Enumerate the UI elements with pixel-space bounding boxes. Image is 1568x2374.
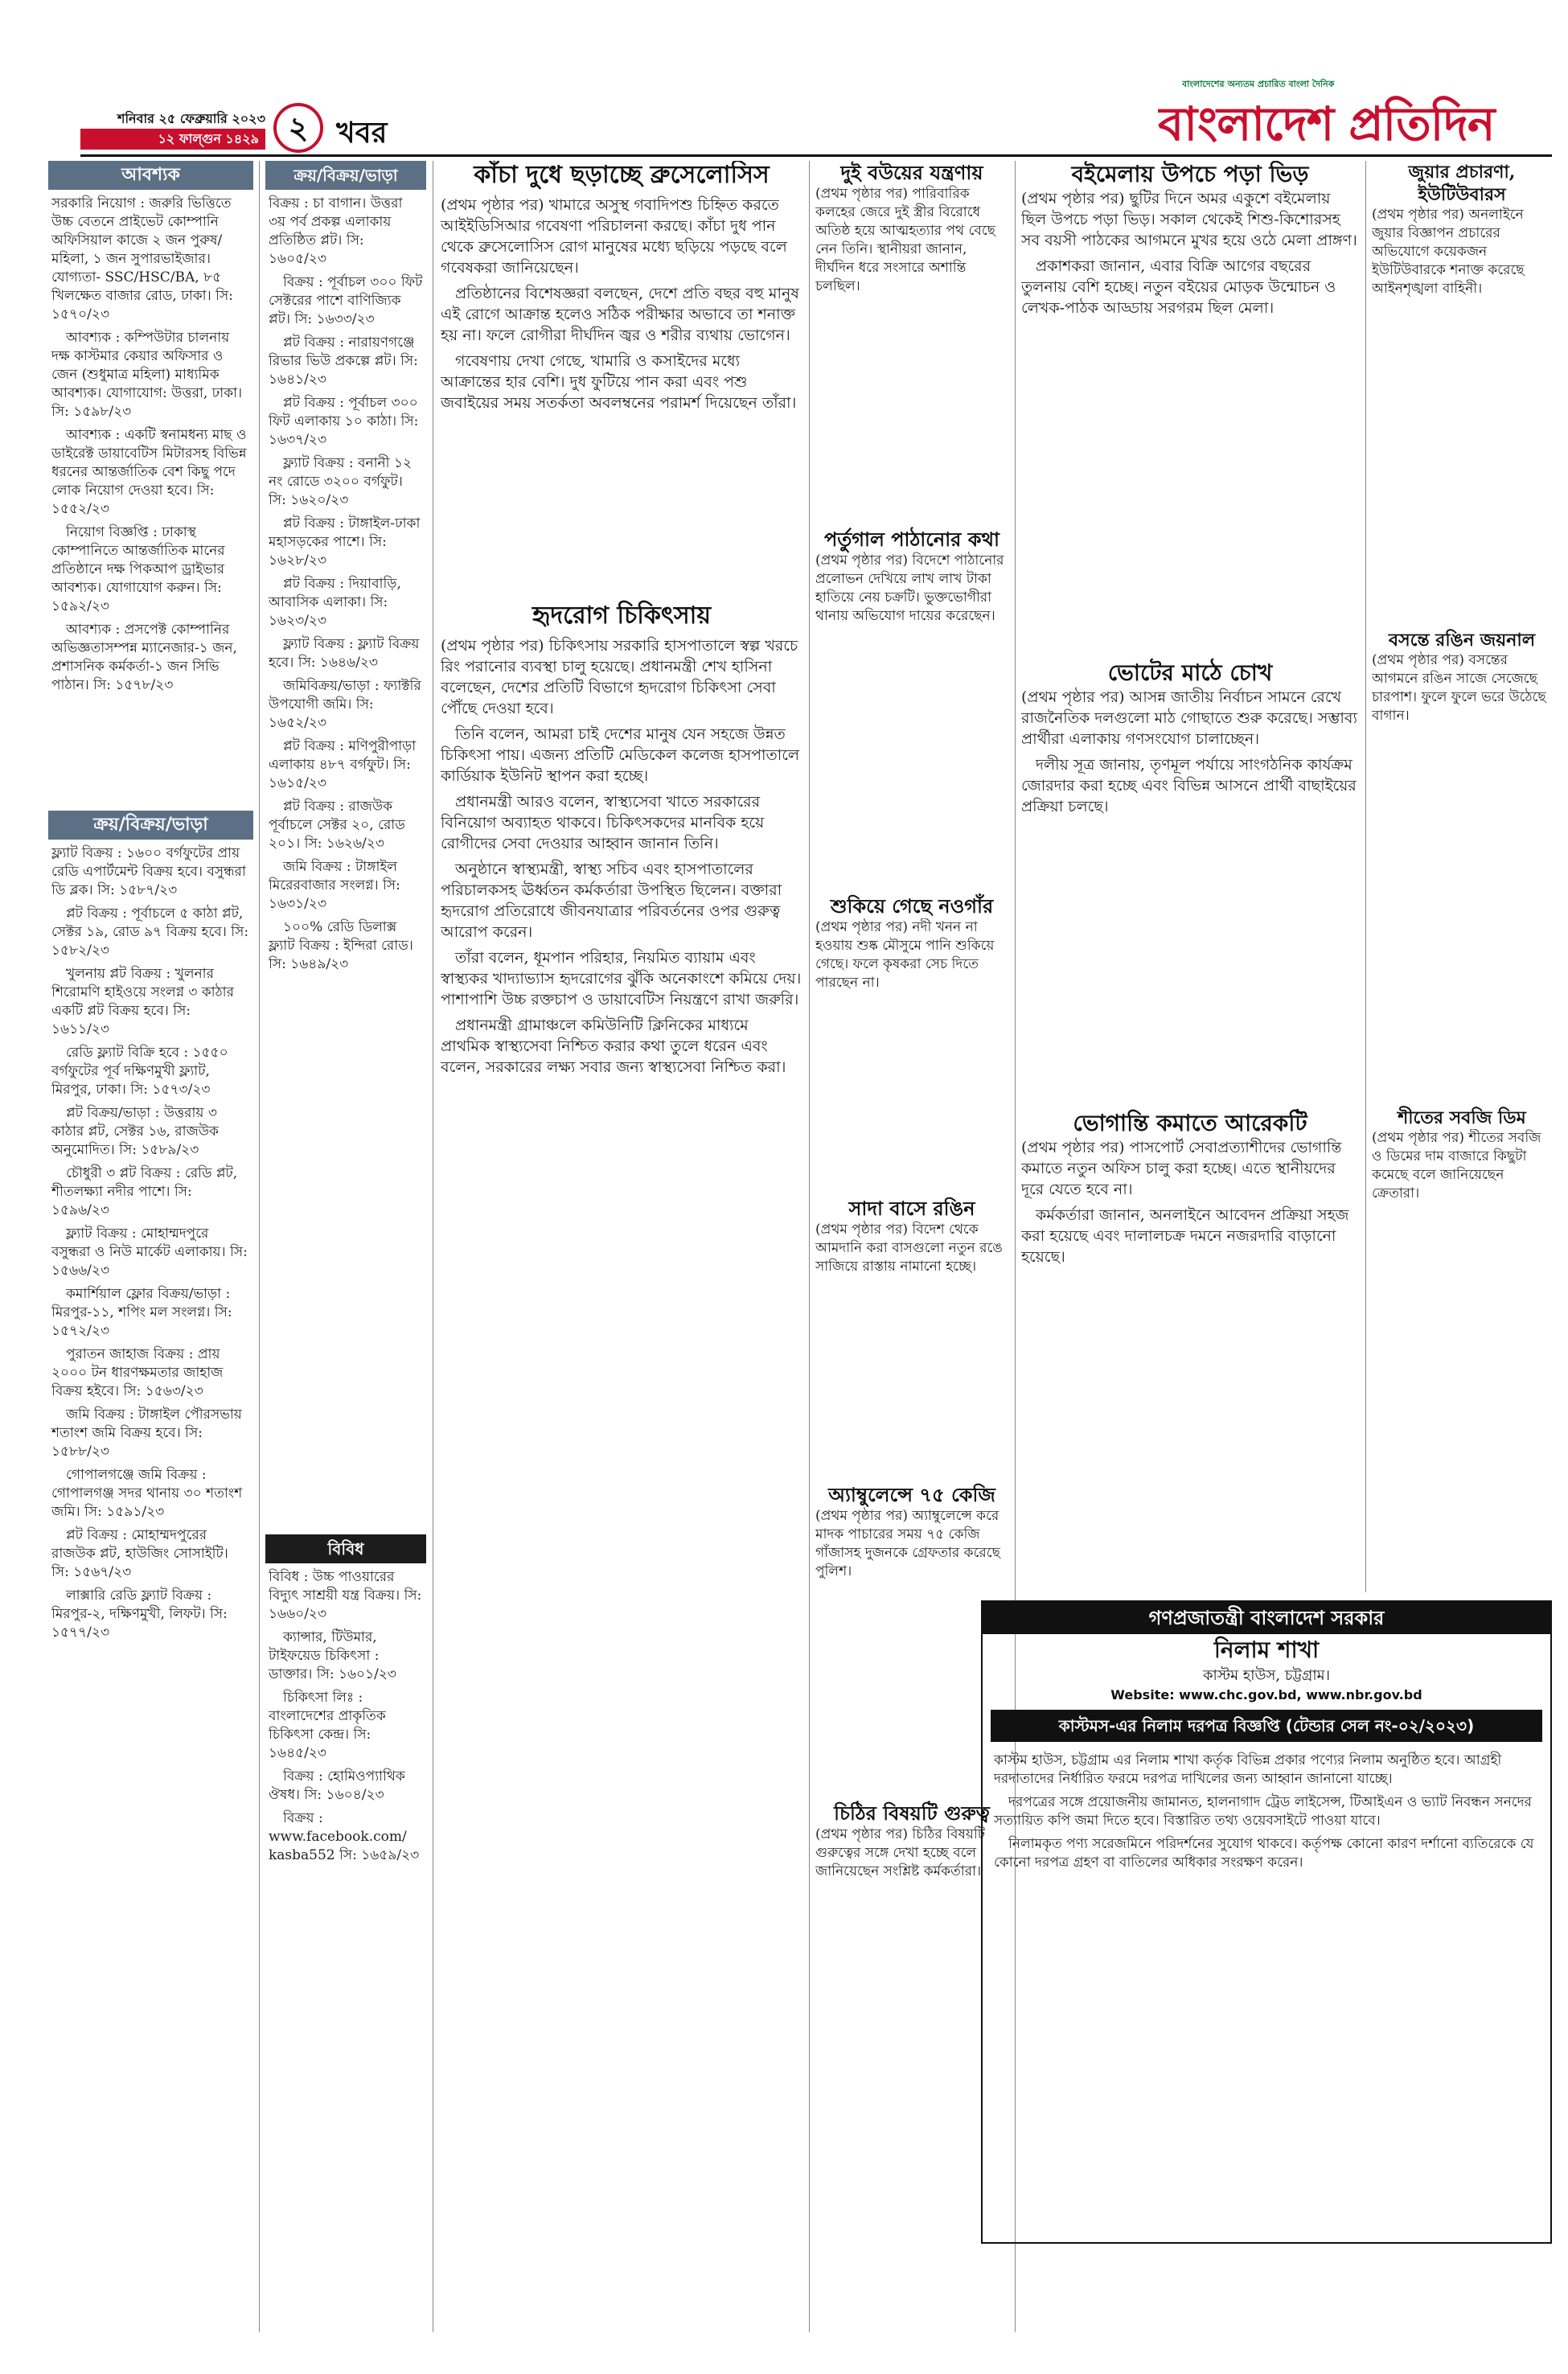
classifieds-left-column [48, 161, 253, 2332]
govt-notice [981, 1600, 1552, 2244]
column-rule [259, 161, 260, 2332]
article-headline: শুকিয়ে গেছে নওগাঁর [830, 894, 994, 918]
article-headline: বইমেলায় উপচে পড়া ভিড় [1071, 161, 1309, 187]
notice-title: নিলাম শাখা [1213, 1637, 1320, 1663]
column-rule [809, 161, 810, 2332]
article-headline: শীতের সবজি ডিম [1398, 1107, 1526, 1128]
article-body: (প্রথম পৃষ্ঠার পর) বিদেশে পাঠানোর প্রলোভন দেখিয়ে লাখ লাখ টাকা হাতিয়ে নেয় চক্রটি। ভুক্তভোগীরা থানায় অভিযোগ দায়ের করেছেন। [815, 552, 1004, 624]
article-headline: সাদা বাসে রঙিন [848, 1197, 975, 1220]
misc-listing: বিবিধ : উচ্চ পাওয়ারের বিদ্যুৎ সাশ্রয়ী যন্ত্র বিক্রয়। সি: ১৬৬০/২৩ ক্যান্সার, টিউমার, টাইফয়েড চিকিৎসা : ডাক্তার। সি: ১৬০১/২৩ চিকিৎসা লিঃ : বাংলাদেশের প্রাকৃতিক চিকিৎসা কেন্দ্র। সি: ১৬৪৫/২৩ বিক্রয় : হোমিওপ্যাথিক ঔষধ। সি: ১৬০৪/২৩ বিক্রয় : www.facebook.com/ kasba552 সি: ১৬৫৯/২৩ [269, 1569, 422, 1863]
article-headline: ভোটের মাঠে চোখ [1107, 659, 1273, 686]
notice-banner: কাস্টমস-এর নিলাম দরপত্র বিজ্ঞপ্তি (টেন্ডার সেল নং-০২/২০২৩) [991, 1710, 1542, 1742]
article-body: (প্রথম পৃষ্ঠার পর) চিকিৎসায় সরকারি হাসপাতালে স্বল্প খরচে রিং পরানোর ব্যবস্থা চালু হয়েছে। প্রধানমন্ত্রী শেখ হাসিনা বলেছেন, দেশের প্রতিটি বিভাগে হৃদরোগ চিকিৎসা সেবা পৌঁছে দেওয়া হবে। তিনি বলেন, আমরা চাই দেশের মানুষ যেন সহজে উন্নত চিকিৎসা পায়। এজন্য প্রতিটি মেডিকেল কলেজ হাসপাতালে কার্ডিয়াক ইউনিট স্থাপন করা হচ্ছে। প্রধানমন্ত্রী আরও বলেন, স্বাস্থ্যসেবা খাতে সরকারের বিনিয়োগ অব্যাহত থাকবে। চিকিৎসকদের মানবিক হয়ে রোগীদের সেবা দেওয়ার আহ্বান জানান তিনি। অনুষ্ঠানে স্বাস্থ্যমন্ত্রী, স্বাস্থ্য সচিব এবং হাসপাতালের পরিচালকসহ ঊর্ধ্বতন কর্মকর্তারা উপস্থিত ছিলেন। বক্তারা হৃদরোগ প্রতিরোধে জীবনযাত্রার পরিবর্তনের ওপর গুরুত্ব আরোপ করেন। তাঁরা বলেন, ধূমপান পরিহার, নিয়মিত ব্যায়াম এবং স্বাস্থ্যকর খাদ্যাভ্যাস হৃদরোগের ঝুঁকি অনেকাংশে কমিয়ে দেয়। পাশাপাশি উচ্চ রক্তচাপ ও ডায়াবেটিস নিয়ন্ত্রণে রাখা জরুরি। প্রধানমন্ত্রী গ্রামাঞ্চলে কমিউনিটি ক্লিনিকের মাধ্যমে প্রাথমিক স্বাস্থ্যসেবা নিশ্চিত করার কথা তুলে ধরেন এবং বলেন, সরকারের লক্ষ্য সবার জন্য স্বাস্থ্যসেবা নিশ্চিত করা। [441, 637, 802, 1076]
section-heading-jobs: আবশ্যক [48, 161, 253, 190]
article-headline: ভোগান্তি কমাতে আরেকটি [1073, 1110, 1307, 1136]
article-body: (প্রথম পৃষ্ঠার পর) ছুটির দিনে অমর একুশে বইমেলায় ছিল উপচে পড়া ভিড়। সকাল থেকেই শিশু-কিশোরসহ সব বয়সী পাঠকের আগমনে মুখর হয়ে ওঠে মেলা প্রাঙ্গণ। প্রকাশকরা জানান, এবার বিক্রি আগের বছরের তুলনায় বেশি হচ্ছে। নতুন বইয়ের মোড়ক উন্মোচন ও লেখক-পাঠক আড্ডায় সরগরম ছিল মেলা। [1021, 190, 1357, 317]
article-headline: পর্তুগাল পাঠানোর কথা [823, 528, 1000, 551]
article-body: (প্রথম পৃষ্ঠার পর) শীতের সবজি ও ডিমের দাম বাজারে কিছুটা কমেছে বলে জানিয়েছেন ক্রেতারা। [1372, 1130, 1541, 1201]
article-headline: জুয়ার প্রচারণা, ইউটিউবারস [1408, 162, 1516, 205]
article-headline: চিঠির বিষয়টি গুরুত্ব [834, 1801, 990, 1825]
date-line-bangla: ১২ ফাল্গুন ১৪২৯ [80, 129, 265, 150]
article-body: (প্রথম পৃষ্ঠার পর) পারিবারিক কলহের জেরে দুই স্ত্রীর বিরোধে অতিষ্ঠ হয়ে আত্মহত্যার পথ বেছে নেন তিনি। স্থানীয়রা জানান, দীর্ঘদিন ধরে সংসারে অশান্তি চলছিল। [815, 186, 995, 294]
article-body: (প্রথম পৃষ্ঠার পর) আসন্ন জাতীয় নির্বাচন সামনে রেখে রাজনৈতিক দলগুলো মাঠ গোছাতে শুরু করেছে। সম্ভাব্য প্রার্থীরা এলাকায় গণসংযোগ চালাচ্ছেন। দলীয় সূত্র জানায়, তৃণমূল পর্যায়ে সাংগঠনিক কার্যক্রম জোরদার করা হচ্ছে এবং বিভিন্ন আসনে প্রার্থী বাছাইয়ের প্রক্রিয়া চলছে। [1021, 688, 1358, 815]
article-headline: দুই বউয়ের যন্ত্রণায় [840, 161, 983, 184]
paper-tagline: বাংলাদেশের অন্যতম প্রচারিত বাংলা দৈনিক [1182, 79, 1335, 89]
masthead-rule [80, 154, 1552, 157]
date-line-gregorian: শনিবার ২৫ ফেব্রুয়ারি ২০২৩ [117, 111, 265, 126]
article-brucellosis [441, 161, 802, 2332]
column-rule [1365, 161, 1366, 1592]
notice-website: Website: www.chc.gov.bd, www.nbr.gov.bd [1110, 1687, 1422, 1702]
buy-sell-listing-middle: বিক্রয় : চা বাগান। উত্তরা ৩য় পর্ব প্রকল্প এলাকায় প্রতিষ্ঠিত প্লট। সি: ১৬০৫/২৩ বিক্রয় : পূর্বাচল ৩০০ ফিট সেক্টরের পাশে বাণিজ্যিক প্লট। সি: ১৬৩৩/২৩ প্লট বিক্রয় : নারায়ণগঞ্জে রিভার ভিউ প্রকল্পে প্লট। সি: ১৬৪১/২৩ প্লট বিক্রয় : পূর্বাচল ৩০০ ফিট এলাকায় ১০ কাঠা। সি: ১৬৩৭/২৩ ফ্ল্যাট বিক্রয় : বনানী ১২ নং রোডে ৩২০০ বর্গফুট। সি: ১৬২০/২৩ প্লট বিক্রয় : টাঙ্গাইল-ঢাকা মহাসড়কের পাশে। সি: ১৬২৮/২৩ প্লট বিক্রয় : দিয়াবাড়ি, আবাসিক এলাকা। সি: ১৬২৩/২৩ ফ্ল্যাট বিক্রয় : ফ্ল্যাট বিক্রয় হবে। সি: ১৬৪৬/২৩ জমিবিক্রয়/ভাড়া : ফ্যাক্টরি উপযোগী জমি। সি: ১৬৫২/২৩ প্লট বিক্রয় : মণিপুরীপাড়া এলাকায় ৪৮৭ বর্গফুট। সি: ১৬১৫/২৩ প্লট বিক্রয় : রাজউক পূর্বাচলে সেক্টর ২০, রোড ২০১। সি: ১৬২৬/২৩ জমি বিক্রয় : টাঙ্গাইল মিরেরবাজার সংলগ্ন। সি: ১৬৩১/২৩ ১০০% রেডি ডিলাক্স ফ্ল্যাট বিক্রয় : ইন্দিরা রোড। সি: ১৬৪৯/২৩ [269, 195, 423, 972]
notice-subtitle: কাস্টম হাউস, চট্টগ্রাম। [1202, 1667, 1331, 1684]
section-name: খবর [336, 117, 388, 150]
page-number: ২ [288, 109, 309, 146]
classifieds-middle-column [265, 161, 426, 2332]
article-headline: অ্যাম্বুলেন্সে ৭৫ কেজি [828, 1483, 995, 1506]
article-body: (প্রথম পৃষ্ঠার পর) খামারে অসুস্থ গবাদিপশু চিহ্নিত করতে আইইডিসিআর গবেষণা পরিচালনা করছে। কাঁচা দুধ পান থেকে ব্রুসেলোসিস রোগ মানুষের মধ্যে ছড়িয়ে পড়ছে বলে গবেষকরা জানিয়েছেন। প্রতিষ্ঠানের বিশেষজ্ঞরা বলছেন, দেশে প্রতি বছর বহু মানুষ এই রোগে আক্রান্ত হলেও সঠিক পরীক্ষার অভাবে তা শনাক্ত হয় না। ফলে রোগীরা দীর্ঘদিন জ্বর ও শরীর ব্যথায় ভোগেন। গবেষণায় দেখা গেছে, খামারি ও কসাইদের মধ্যে আক্রান্তের হার বেশি। দুধ ফুটিয়ে পান করা এবং পশু জবাইয়ের সময় সতর্কতা অবলম্বনের পরামর্শ দিয়েছেন তাঁরা। [441, 196, 799, 412]
masthead [32, 0, 1552, 153]
right-news-column [1021, 161, 1359, 1592]
section-heading-buy-sell-middle: ক্রয়/বিক্রয়/ভাড়া [265, 161, 426, 190]
article-body: (প্রথম পৃষ্ঠার পর) বসন্তের আগমনে রঙিন সাজে সেজেছে চারপাশ। ফুলে ফুলে ভরে উঠেছে বাগান। [1372, 652, 1546, 724]
section-heading-misc: বিবিধ [265, 1534, 426, 1563]
notice-body: কাস্টম হাউস, চট্টগ্রাম এর নিলাম শাখা কর্তৃক বিভিন্ন প্রকার পণ্যের নিলাম অনুষ্ঠিত হবে। আগ্রহী দরদাতাদের নির্ধারিত ফরমে দরপত্র দাখিলের জন্য আহ্বান জানানো যাচ্ছে। দরপত্রের সঙ্গে প্রয়োজনীয় জামানত, হালনাগাদ ট্রেড লাইসেন্স, টিআইএন ও ভ্যাট নিবন্ধন সনদের সত্যায়িত কপি জমা দিতে হবে। বিস্তারিত তথ্য ওয়েবসাইটে পাওয়া যাবে। নিলামকৃত পণ্য সরেজমিনে পরিদর্শনের সুযোগ থাকবে। কর্তৃপক্ষ কোনো কারণ দর্শানো ব্যতিরেকে যে কোনো দরপত্র গ্রহণ বা বাতিলের অধিকার সংরক্ষণ করেন। [994, 1752, 1534, 1871]
section-heading-buy-sell-left: ক্রয়/বিক্রয়/ভাড়া [48, 811, 253, 840]
buy-sell-listing-left: ফ্ল্যাট বিক্রয় : ১৬০০ বর্গফুটের প্রায় রেডি এপার্টমেন্ট বিক্রয় হবে। বসুন্ধরা ডি ব্লক। সি: ১৫৮৭/২৩ প্লট বিক্রয় : পূর্বাচলে ৫ কাঠা প্লট, সেক্টর ১৯, রোড ৯৭ বিক্রয় হবে। সি: ১৫৮২/২৩ খুলনায় প্লট বিক্রয় : খুলনার শিরোমণি হাইওয়ে সংলগ্ন ৩ কাঠার একটি প্লট বিক্রয় হবে। সি: ১৬১১/২৩ রেডি ফ্ল্যাট বিক্রি হবে : ১৫৫০ বর্গফুটের পূর্ব দক্ষিণমুখী ফ্ল্যাট, মিরপুর, ঢাকা। সি: ১৫৭৩/২৩ প্লট বিক্রয়/ভাড়া : উত্তরায় ৩ কাঠার প্লট, সেক্টর ১৬, রাজউক অনুমোদিত। সি: ১৫৮৯/২৩ চৌধুরী ৩ প্লট বিক্রয় : রেডি প্লট, শীতলক্ষ্যা নদীর পাশে। সি: ১৫৯৬/২৩ ফ্ল্যাট বিক্রয় : মোহাম্মদপুরে বসুন্ধরা ও নিউ মার্কেট এলাকায়। সি: ১৫৬৬/২৩ কমার্শিয়াল ফ্লোর বিক্রয়/ভাড়া : মিরপুর-১১, শপিং মল সংলগ্ন। সি: ১৫৭২/২৩ পুরাতন জাহাজ বিক্রয় : প্রায় ২০০০ টন ধারণক্ষমতার জাহাজ বিক্রয় হইবে। সি: ১৫৬৩/২৩ জমি বিক্রয় : টাঙ্গাইল পৌরসভায় শতাংশ জমি বিক্রয় হবে। সি: ১৫৮৮/২৩ গোপালগঞ্জে জমি বিক্রয় : গোপালগঞ্জ সদর থানায় ৩০ শতাংশ জমি। সি: ১৫৯১/২৩ প্লট বিক্রয় : মোহাম্মদপুরের রাজউক প্লট, হাউজিং সোসাইটি। সি: ১৫৬৭/২৩ লাক্সারি রেডি ফ্ল্যাট বিক্রয় : মিরপুর-২, দক্ষিণমুখী, লিফট। সি: ১৫৭৭/২৩ [51, 845, 249, 1641]
notice-header: গণপ্রজাতন্ত্রী বাংলাদেশ সরকার [983, 1602, 1550, 1634]
article-headline: হৃদরোগ চিকিৎসায় [532, 602, 712, 630]
article-headline: কাঁচা দুধে ছড়াচ্ছে ব্রুসেলোসিস [474, 161, 770, 189]
center-news-column [815, 161, 1008, 2332]
article-body: (প্রথম পৃষ্ঠার পর) পাসপোর্ট সেবাপ্রত্যাশীদের ভোগান্তি কমাতে নতুন অফিস চালু করা হচ্ছে। এতে স্থানীয়দের দূরে যেতে হবে না। কর্মকর্তারা জানান, অনলাইনে আবেদন প্রক্রিয়া সহজ করা হয়েছে এবং দালালচক্র দমনে নজরদারি বাড়ানো হয়েছে। [1021, 1139, 1349, 1266]
article-body: (প্রথম পৃষ্ঠার পর) নদী খনন না হওয়ায় শুষ্ক মৌসুমে পানি শুকিয়ে গেছে। ফলে কৃষকরা সেচ দিতে পারছেন না। [815, 919, 995, 991]
far-right-news-column [1372, 161, 1552, 1592]
page-number-badge [273, 103, 323, 153]
jobs-listing: সরকারি নিয়োগ : জরুরি ভিত্তিতে উচ্চ বেতনে প্রাইভেট কোম্পানি অফিসিয়াল কাজে ২ জন পুরুষ/মহিলা, ১ জন সুপারভাইজার। যোগ্যতা- SSC/HSC/BA, ৮৫ খিলক্ষেত বাজার রোড, ঢাকা। সি: ১৫৭০/২৩ আবশ্যক : কম্পিউটার চালনায় দক্ষ কাস্টমার কেয়ার অফিসার ও জেন (শুধুমাত্র মহিলা) মাধ্যমিক আবশ্যক। যোগাযোগ: উত্তরা, ঢাকা। সি: ১৫৯৮/২৩ আবশ্যক : একটি স্বনামধন্য মাছ ও ডাইরেক্ট ডায়াবেটিস মিটারসহ বিভিন্ন ধরনের আন্তর্জাতিক বেশ কিছু পদে লোক নিয়োগ দেওয়া হবে। সি: ১৫৫২/২৩ নিয়োগ বিজ্ঞপ্তি : ঢাকাস্থ কোম্পানিতে আন্তর্জাতিক মানের প্রতিষ্ঠানে দক্ষ পিকআপ ড্রাইভার আবশ্যক। যোগাযোগ করুন। সি: ১৫৯২/২৩ আবশ্যক : প্রসপেক্ট কোম্পানির অভিজ্ঞতাসম্পন্ন ম্যানেজার-১ জন, প্রশাসনিক কর্মকর্তা-১ জন সিভি পাঠান। সি: ১৫৭৮/২৩ [51, 195, 247, 693]
article-body: (প্রথম পৃষ্ঠার পর) অ্যাম্বুলেন্সে করে মাদক পাচারের সময় ৭৫ কেজি গাঁজাসহ দুজনকে গ্রেফতার করেছে পুলিশ। [815, 1508, 1000, 1579]
paper-name: বাংলাদেশ প্রতিদিন [1158, 97, 1495, 151]
article-headline: বসন্তে রঙিন জয়নাল [1388, 630, 1536, 651]
article-body: (প্রথম পৃষ্ঠার পর) চিঠির বিষয়টি গুরুত্বের সঙ্গে দেখা হচ্ছে বলে জানিয়েছেন সংশ্লিষ্ট কর্মকর্তারা। [815, 1826, 985, 1879]
paper-logo [1158, 77, 1552, 154]
article-body: (প্রথম পৃষ্ঠার পর) অনলাইনে জুয়ার বিজ্ঞাপন প্রচারের অভিযোগে কয়েকজন ইউটিউবারকে শনাক্ত করেছে আইনশৃঙ্খলা বাহিনী। [1372, 207, 1525, 297]
article-body: (প্রথম পৃষ্ঠার পর) বিদেশ থেকে আমদানি করা বাসগুলো নতুন রঙে সাজিয়ে রাস্তায় নামানো হচ্ছে। [815, 1222, 1003, 1275]
